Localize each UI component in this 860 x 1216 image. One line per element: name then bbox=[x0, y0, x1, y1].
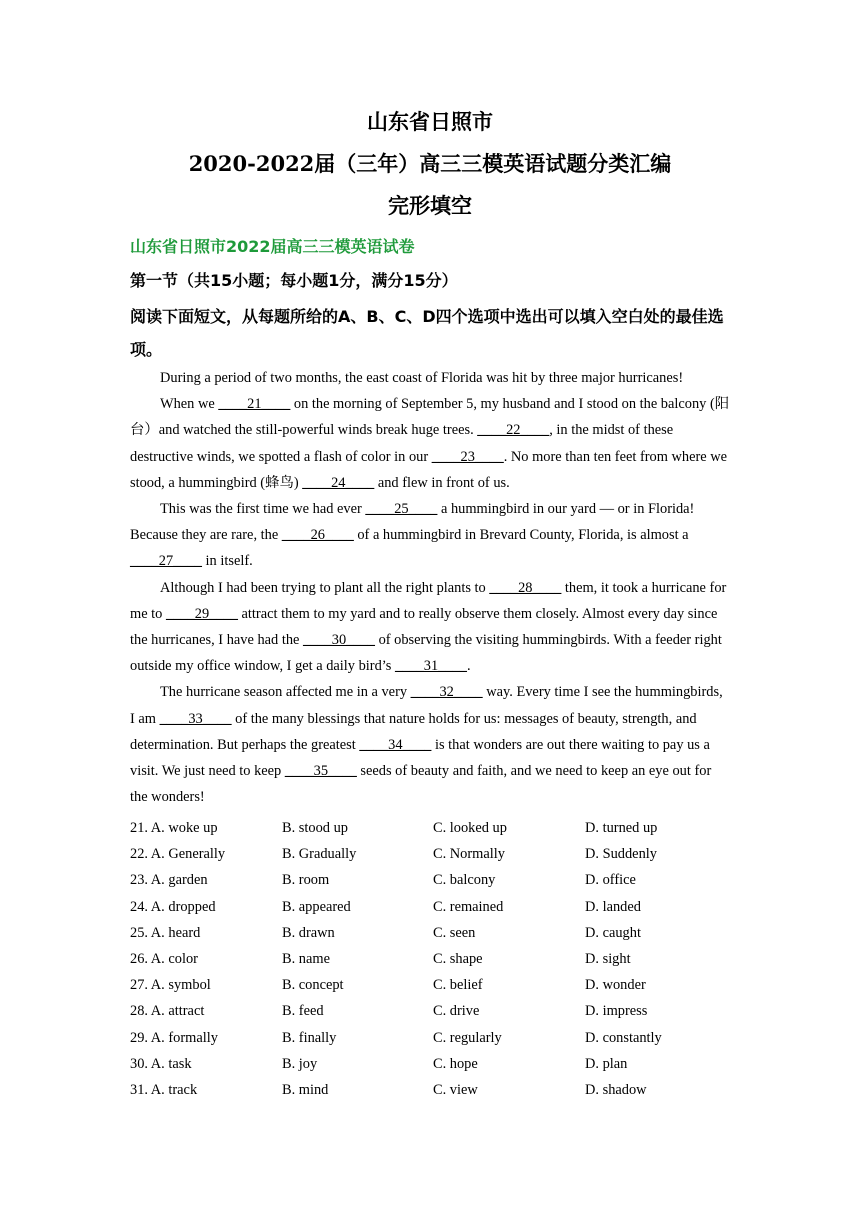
option-a: 28. A. attract bbox=[130, 1003, 205, 1020]
option-row bbox=[130, 894, 750, 920]
option-row bbox=[130, 998, 750, 1024]
option-a: 21. A. woke up bbox=[130, 820, 218, 836]
passage-text: This was the first time we had ever bbox=[160, 501, 366, 518]
blank-34: ____34____ bbox=[359, 736, 432, 753]
option-b: B. feed bbox=[282, 1003, 324, 1020]
passage-text: The hurricane season affected me in a very bbox=[160, 684, 411, 701]
blank-23: ____23____ bbox=[431, 448, 504, 465]
option-d: D. office bbox=[585, 872, 636, 889]
option-c: C. looked up bbox=[433, 820, 507, 836]
blank-21: ____21____ bbox=[218, 396, 291, 413]
answer-options bbox=[130, 815, 750, 1103]
option-row bbox=[130, 920, 750, 946]
option-row bbox=[130, 841, 750, 867]
option-b: B. room bbox=[282, 872, 330, 889]
passage-text: , in the midst of these destructive winds, we spotted a flash of color in our bbox=[130, 422, 674, 465]
option-row bbox=[130, 867, 750, 893]
passage-text: on the morning of September 5, my husband and I stood on the balcony (阳台）and watched the still-powerful winds break huge trees. bbox=[130, 396, 730, 439]
blank-29: ____29____ bbox=[165, 605, 238, 622]
cloze-passage bbox=[130, 365, 730, 810]
blank-32: ____32____ bbox=[410, 684, 483, 701]
document-title-collection: 2020-2022届（三年）高三三模英语试题分类汇编 bbox=[188, 151, 672, 176]
option-d: D. wonder bbox=[585, 977, 646, 994]
option-d: D. plan bbox=[585, 1055, 628, 1072]
option-b: B. name bbox=[282, 950, 330, 967]
option-c: C. belief bbox=[433, 977, 483, 994]
option-b: B. finally bbox=[282, 1029, 337, 1046]
passage-text: way. Every time I see the hummingbirds, I am bbox=[130, 684, 723, 727]
option-d: D. constantly bbox=[585, 1029, 662, 1046]
passage-text: . bbox=[466, 658, 471, 675]
option-d: D. caught bbox=[585, 924, 641, 941]
document-title-region: 山东省日照市 bbox=[367, 109, 493, 134]
option-c: C. Normally bbox=[433, 846, 505, 863]
option-b: B. appeared bbox=[282, 898, 351, 915]
option-b: B. stood up bbox=[282, 820, 348, 836]
passage-text: and flew in front of us. bbox=[374, 474, 510, 491]
option-a: 25. A. heard bbox=[130, 924, 201, 941]
option-b: B. Gradually bbox=[282, 846, 357, 863]
passage-text: of a hummingbird in Brevard County, Florida, is almost a bbox=[353, 527, 689, 544]
option-c: C. seen bbox=[433, 924, 476, 941]
blank-33: ____33____ bbox=[159, 710, 232, 727]
instructions: 阅读下面短文，从每题所给的A、B、C、D四个选项中选出可以填入空白处的最佳选项。 bbox=[130, 307, 724, 359]
option-a: 22. A. Generally bbox=[130, 846, 226, 863]
option-c: C. view bbox=[433, 1081, 478, 1098]
option-b: B. drawn bbox=[282, 924, 335, 941]
option-d: D. turned up bbox=[585, 820, 658, 836]
passage-paragraph-4 bbox=[130, 575, 730, 680]
blank-30: ____30____ bbox=[303, 632, 375, 649]
blank-24: ____24____ bbox=[302, 474, 375, 491]
passage-text: of observing the visiting hummingbirds. With a feeder right outside my office window, I get a daily bird’s bbox=[130, 632, 722, 675]
option-a: 23. A. garden bbox=[130, 872, 208, 889]
option-row bbox=[130, 946, 750, 972]
option-a: 30. A. task bbox=[130, 1055, 192, 1072]
option-d: D. impress bbox=[585, 1003, 648, 1020]
blank-31: ____31____ bbox=[394, 658, 467, 675]
option-row bbox=[130, 972, 750, 998]
option-row bbox=[130, 1051, 750, 1077]
section-heading: 山东省日照市2022届高三三模英语试卷 bbox=[130, 237, 415, 256]
blank-22: ____22____ bbox=[477, 422, 550, 439]
passage-text: attract them to my yard and to really observe them closely. Almost every day since the hurricanes, I have had the bbox=[130, 605, 718, 649]
passage-paragraph-1: During a period of two months, the east coast of Florida was hit by three major hurricanes! bbox=[160, 370, 684, 386]
option-d: D. sight bbox=[585, 950, 631, 967]
blank-35: ____35____ bbox=[284, 763, 357, 780]
option-c: C. hope bbox=[433, 1055, 478, 1072]
option-a: 24. A. dropped bbox=[130, 898, 216, 915]
option-d: D. Suddenly bbox=[585, 846, 657, 863]
passage-text: in itself. bbox=[201, 553, 253, 570]
option-a: 26. A. color bbox=[130, 950, 198, 967]
blank-25: ____25____ bbox=[365, 501, 438, 518]
passage-text: seeds of beauty and faith, and we need to keep an eye out for the wonders! bbox=[130, 763, 712, 806]
blank-27: ____27____ bbox=[130, 553, 202, 570]
option-c: C. remained bbox=[433, 898, 504, 915]
passage-text: a hummingbird in our yard — or in Florida! Because they are rare, the bbox=[130, 501, 695, 544]
passage-text: . No more than ten feet from where we stood, a hummingbird (蜂鸟) bbox=[130, 448, 728, 491]
passage-text: Although I had been trying to plant all the right plants to bbox=[160, 579, 490, 596]
option-d: D. landed bbox=[585, 898, 641, 915]
option-a: 31. A. track bbox=[130, 1081, 198, 1098]
option-b: B. mind bbox=[282, 1081, 329, 1098]
passage-paragraph-3 bbox=[130, 496, 730, 575]
blank-26: ____26____ bbox=[281, 527, 354, 544]
option-c: C. balcony bbox=[433, 872, 496, 889]
subsection-heading: 第一节（共15小题；每小题1分，满分15分） bbox=[130, 271, 458, 290]
option-a: 27. A. symbol bbox=[130, 977, 211, 994]
option-c: C. regularly bbox=[433, 1029, 502, 1046]
option-row bbox=[130, 815, 750, 841]
passage-text: of the many blessings that nature holds for us: messages of beauty, strength, and determination. But perhaps the greatest bbox=[130, 710, 697, 753]
option-d: D. shadow bbox=[585, 1081, 647, 1098]
option-a: 29. A. formally bbox=[130, 1029, 218, 1046]
passage-text: is that wonders are out there waiting to pay us a visit. We just need to keep bbox=[130, 736, 710, 780]
document-title-topic: 完形填空 bbox=[388, 193, 472, 218]
option-row bbox=[130, 1077, 750, 1103]
passage-text: them, it took a hurricane for me to bbox=[130, 579, 727, 622]
option-c: C. drive bbox=[433, 1003, 480, 1020]
passage-text: When we bbox=[160, 396, 219, 413]
option-b: B. concept bbox=[282, 977, 344, 994]
option-row bbox=[130, 1025, 750, 1051]
passage-paragraph-5 bbox=[130, 679, 730, 810]
option-c: C. shape bbox=[433, 950, 483, 967]
passage-paragraph-2 bbox=[130, 391, 730, 496]
blank-28: ____28____ bbox=[489, 579, 562, 596]
option-b: B. joy bbox=[282, 1055, 318, 1072]
